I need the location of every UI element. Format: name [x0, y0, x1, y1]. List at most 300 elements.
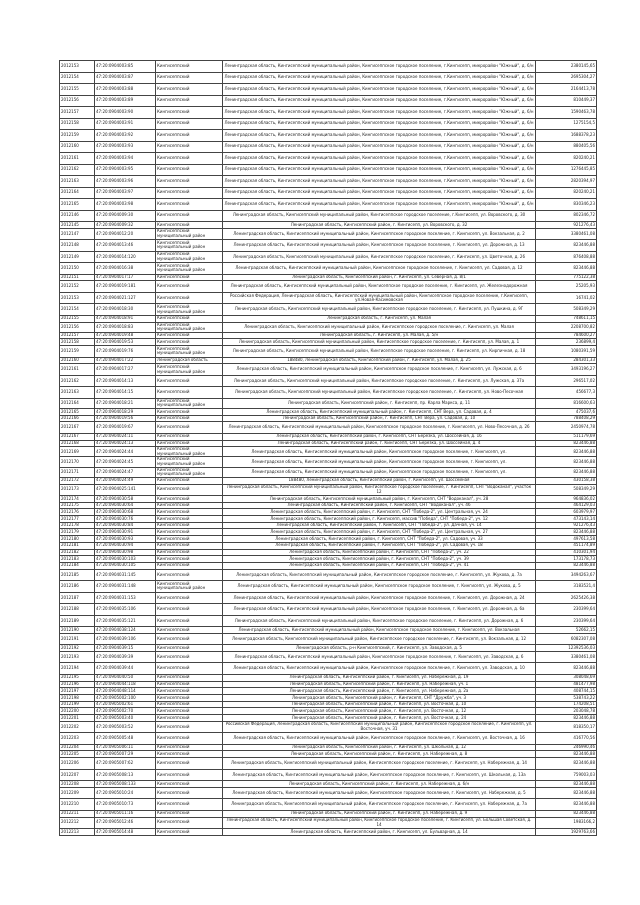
- cadastral-value: 820240,21: [536, 153, 597, 165]
- cadastral-number: 47:20:0904003:97: [95, 187, 156, 199]
- cadastral-number: 47:20:0905003:52: [95, 721, 156, 733]
- cadastral-number: 47:20:0904030:58: [95, 496, 156, 503]
- cadastral-number: 47:20:0904003:88: [95, 84, 156, 96]
- row-number: 2012174: [60, 496, 95, 503]
- cadastral-value: 823446,88: [536, 751, 597, 758]
- municipality: Кингисеппский: [156, 496, 223, 503]
- cadastral-value: 748611,15: [536, 315, 597, 322]
- row-number: 2012153: [60, 61, 95, 73]
- cadastral-number: 47:20:0904030:94: [95, 542, 156, 549]
- cadastral-value: 603979,97: [536, 509, 597, 516]
- table-row: [60, 322, 597, 332]
- table-row: [60, 141, 597, 153]
- row-number: 2012187: [60, 592, 95, 604]
- cadastral-number: 47:20:0904003:87: [95, 72, 156, 84]
- table-row: [60, 615, 597, 627]
- table-row: [60, 496, 597, 503]
- municipality: Кингисеппский: [156, 153, 223, 165]
- address: Российская Федерация, Ленинградская область, Кингисеппский муниципальный район, Кингисеппское городское поселение, г.Кингисепп, ул.Новая-Касимовская: [223, 292, 536, 304]
- address: Ленинградская область, Кингисеппский муниципальный район, Кингисеппское городское поселение, г. Кингисепп, ул. Дорожная, д. 13: [223, 240, 536, 252]
- row-number: 2012181: [60, 542, 95, 549]
- municipality: Кингисеппский: [156, 61, 223, 73]
- address: Ленинградская область, Кингисеппский муниципальный район, Кингисеппское городское поселение, г. Кингисепп, ул. Набережная, д. 5: [223, 787, 536, 799]
- row-number: 2012211: [60, 810, 95, 817]
- cadastral-number: 47:20:0905010:24: [95, 787, 156, 799]
- address: Ленинградская область, Кингисеппский район, г. Кингисепп, ул. Школьная, д. 12: [223, 744, 536, 751]
- municipality: Кингисеппский: [156, 810, 223, 817]
- cadastral-number: 47:20:0904024:44: [95, 447, 156, 457]
- address: Ленинградская область, Кингисеппский район, г. Кингисепп, ул. Восточная, д. 12: [223, 708, 536, 715]
- municipality: Кингисеппский: [156, 708, 223, 715]
- municipality: Кингисеппский муниципальный район: [156, 322, 223, 332]
- address: Ленинградская область, Кингисеппский муниципальный район, Кингисеппское городское поселение, г. Кингисепп, ул.: [223, 467, 536, 477]
- table-row: [60, 758, 597, 770]
- row-number: 2012208: [60, 781, 95, 788]
- municipality: Кингисеппский: [156, 663, 223, 675]
- cadastral-value: 475037,6: [536, 409, 597, 416]
- cadastral-value: 25205,93: [536, 281, 597, 293]
- cadastral-value: 921276,43: [536, 522, 597, 529]
- row-number: 2012172: [60, 477, 95, 484]
- row-number: 2012209: [60, 787, 95, 799]
- row-number: 2012199: [60, 701, 95, 708]
- cadastral-number: 47:20:0905011:16: [95, 810, 156, 817]
- table-row: [60, 477, 597, 484]
- cadastral-value: 823446,88: [536, 440, 597, 447]
- table-row: [60, 304, 597, 316]
- cadastral-number: 47:20:0904018:91: [95, 315, 156, 322]
- cadastral-value: 3380461,08: [536, 228, 597, 240]
- table-row: [60, 457, 597, 467]
- municipality: Кингисеппский: [156, 651, 223, 663]
- cadastral-value: 456677,3: [536, 387, 597, 399]
- cadastral-number: 47:20:0905003:40: [95, 715, 156, 722]
- table-row: [60, 581, 597, 593]
- municipality: Кингисеппский: [156, 422, 223, 434]
- row-number: 2012178: [60, 522, 95, 529]
- municipality: Кингисеппский: [156, 509, 223, 516]
- municipality: Кингисеппский: [156, 769, 223, 781]
- table-row: [60, 292, 597, 304]
- municipality: Кингисеппский: [156, 477, 223, 484]
- property-register-table: [59, 60, 597, 836]
- address: Ленинградская область, Кингисеппский муниципальный район, Кингисеппское городское поселение, г.Кингисепп, микрорайон "Южный", д. 6/н: [223, 141, 536, 153]
- address: Ленинградская область, Кингисеппский муниципальный район, Кингисеппское городское поселение, г.Кингисепп, микрорайон "Южный", д. 6/н: [223, 164, 536, 176]
- municipality: Кингисеппский: [156, 604, 223, 616]
- municipality: Кингисеппский: [156, 645, 223, 652]
- row-number: 2012162: [60, 375, 95, 387]
- cadastral-number: 47:20:0904030:103: [95, 556, 156, 563]
- cadastral-value: 473143,14: [536, 516, 597, 523]
- table-row: [60, 769, 597, 781]
- row-number: 2012159: [60, 130, 95, 142]
- municipality: Кингисеппский: [156, 72, 223, 84]
- cadastral-value: 964836,02: [536, 496, 597, 503]
- municipality: Кингисеппский: [156, 536, 223, 543]
- table-row: [60, 529, 597, 536]
- address: Ленинградская область, Кингисеппский муниципальный район, Кингисеппское городское поселение, г.Кингисепп, микрорайон "Южный", д. 6/н: [223, 61, 536, 73]
- address: Ленинградская область, Кингисеппский муниципальный район, Кингисеппское городское поселение, г. Кингисепп, ул. Кирпичная, д. 18: [223, 346, 536, 358]
- municipality: Кингисеппский: [156, 817, 223, 829]
- municipality: Кингисеппский: [156, 733, 223, 745]
- cadastral-number: 47:20:0904018:83: [95, 322, 156, 332]
- table-row: [60, 522, 597, 529]
- address: Ленинградская область, Кингисеппский муниципальный район, Кингисеппское городское поселение, г. Кингисепп, ул. Дорожная, д. 6: [223, 615, 536, 627]
- table-row: [60, 187, 597, 199]
- cadastral-value: 823446,88: [536, 663, 597, 675]
- row-number: 2012183: [60, 556, 95, 563]
- cadastral-value: 830346,23: [536, 199, 597, 211]
- cadastral-number: 47:20:0904030:93: [95, 536, 156, 543]
- address: Ленинградская область, Кингисеппский район, г. Кингисепп, СНТ "Победа-2", уч. 39: [223, 556, 536, 563]
- row-number: 2012152: [60, 281, 95, 293]
- municipality: Кингисеппский муниципальный район: [156, 240, 223, 252]
- cadastral-number: 47:20:0904024:49: [95, 477, 156, 484]
- cadastral-value: 230399,64: [536, 615, 597, 627]
- cadastral-number: 47:20:0904003:92: [95, 130, 156, 142]
- municipality: Кингисеппский: [156, 130, 223, 142]
- table-row: [60, 176, 597, 188]
- table-row: [60, 107, 597, 119]
- cadastral-value: 430158,38: [536, 477, 597, 484]
- cadastral-number: 47:20:0904024:13: [95, 440, 156, 447]
- municipality: Кингисеппский: [156, 695, 223, 702]
- row-number: 2012167: [60, 422, 95, 434]
- table-row: [60, 549, 597, 556]
- address: Ленинградская область, Кингисеппский район, г. Кингисепп, СНТ Березка, ул. Шоссейная, д. 4: [223, 440, 536, 447]
- address: Ленинградская область, Кингисеппский район, г. Кингисепп, ул. Восточная, д. 24: [223, 715, 536, 722]
- cadastral-number: 47:20:0904003:93: [95, 141, 156, 153]
- address: 188480, Ленинградская область, Кингисеппский район, г. Кингисепп, ул. Малая, д. 25: [223, 357, 536, 364]
- row-number: 2012207: [60, 769, 95, 781]
- cadastral-number: 47:20:0904039:44: [95, 663, 156, 675]
- cadastral-number: 47:20:0904003:85: [95, 61, 156, 73]
- table-row: [60, 433, 597, 440]
- cadastral-value: 1275154,5: [536, 118, 597, 130]
- cadastral-number: 47:20:0904030:68: [95, 509, 156, 516]
- row-number: 2012196: [60, 681, 95, 688]
- address: Ленинградская область, Кингисеппский муниципальный район, Кингисеппское городское поселение, г. Кингисепп, ул. Заводская, д. 6: [223, 651, 536, 663]
- municipality: Кингисеппский: [156, 164, 223, 176]
- municipality: Кингисеппский: [156, 107, 223, 119]
- cadastral-number: 47:20:0904017:27: [95, 364, 156, 376]
- municipality: Кингисеппский: [156, 433, 223, 440]
- cadastral-value: 174208,51: [536, 701, 597, 708]
- cadastral-value: 6082307,08: [536, 633, 597, 645]
- municipality: Кингисеппский: [156, 758, 223, 770]
- table-row: [60, 536, 597, 543]
- cadastral-number: 47:20:0904003:89: [95, 95, 156, 107]
- row-number: 2012206: [60, 758, 95, 770]
- municipality: Кингисеппский: [156, 615, 223, 627]
- address: Ленинградская область, Кингисеппский муниципальный район, Кингисеппское городское поселение, г. Кингисепп, ул. Садовая, д. 12: [223, 263, 536, 275]
- row-number: 2012198: [60, 695, 95, 702]
- table-row: [60, 484, 597, 496]
- cadastral-number: 47:20:0905006:11: [95, 744, 156, 751]
- cadastral-value: 2380145,65: [536, 61, 597, 73]
- table-row: [60, 315, 597, 322]
- municipality: Кингисеппский: [156, 187, 223, 199]
- municipality: Кингисеппский: [156, 549, 223, 556]
- row-number: 2012159: [60, 346, 95, 358]
- table-row: [60, 153, 597, 165]
- municipality: Кингисеппский: [156, 118, 223, 130]
- cadastral-value: 823446,88: [536, 467, 597, 477]
- table-row: [60, 592, 597, 604]
- cadastral-value: 823446,88: [536, 263, 597, 275]
- cadastral-value: 823446,88: [536, 787, 597, 799]
- cadastral-number: 47:20:0905010:73: [95, 799, 156, 811]
- address: Ленинградская область, Кингисеппский район, г. Кингисепп, ул. Набережная, уч. 1: [223, 681, 536, 688]
- cadastral-value: 816600,63: [536, 398, 597, 408]
- address: Ленинградская область, Кингисеппский муниципальный район, Кингисеппское городское поселение, г. Кингисепп, ул. Ново-Песочная, д. 26: [223, 422, 536, 434]
- address: Ленинградская область, Кингисеппский район, г. Кингисепп, СНТ "Дружба", уч. 3: [223, 695, 536, 702]
- row-number: 2012155: [60, 315, 95, 322]
- address: Ленинградская область, Кингисеппский муниципальный район, Кингисеппское городское поселение, г. Кингисепп, ул. Ново-Песочная: [223, 387, 536, 399]
- municipality: Кингисеппский: [156, 715, 223, 722]
- row-number: 2012167: [60, 433, 95, 440]
- cadastral-number: 47:20:0904012:20: [95, 228, 156, 240]
- cadastral-number: 47:20:0904021:127: [95, 292, 156, 304]
- cadastral-number: 47:20:0904044:118: [95, 681, 156, 688]
- municipality: Кингисеппский: [156, 787, 223, 799]
- cadastral-number: 47:20:0904003:91: [95, 118, 156, 130]
- row-number: 2012164: [60, 398, 95, 408]
- table-row: [60, 240, 597, 252]
- cadastral-value: 1688378,23: [536, 130, 597, 142]
- row-number: 2012149: [60, 251, 95, 263]
- cadastral-value: 508349,29: [536, 304, 597, 316]
- table-row: [60, 281, 597, 293]
- address: Ленинградская область, Кингисеппский муниципальный район, Кингисеппское городское поселение, г. Кингисепп, ул. Пушкина, д. 9Г: [223, 304, 536, 316]
- cadastral-number: 47:20:0904013:46: [95, 240, 156, 252]
- address: Ленинградская область, Кингисеппский муниципальный район, Кингисеппское городское поселение, г. Кингисепп, ул. Жукова, д. 7а: [223, 569, 536, 581]
- cadastral-value: 823446,88: [536, 562, 597, 569]
- table-row: [60, 164, 597, 176]
- cadastral-value: 12392536,03: [536, 645, 597, 652]
- cadastral-number: 47:20:0904030:91: [95, 529, 156, 536]
- cadastral-number: 47:20:0904035:106: [95, 604, 156, 616]
- cadastral-value: 823446,88: [536, 457, 597, 467]
- address: Ленинградская область, Кингисеппский район, г. Кингисепп, СНТ "Водоканал", уч. 46: [223, 502, 536, 509]
- municipality: Кингисеппский муниципальный район: [156, 447, 223, 457]
- municipality: Кингисеппский муниципальный район: [156, 581, 223, 593]
- cadastral-number: 47:20:0904024:45: [95, 457, 156, 467]
- row-number: 2012156: [60, 322, 95, 332]
- address: Ленинградская область, Кингисеппский муниципальный район, Кингисеппское городское поселение, г. Кингисепп, СНТ "Водоканал", участок 12: [223, 484, 536, 496]
- table-row: [60, 130, 597, 142]
- municipality: Кингисеппский: [156, 387, 223, 399]
- table-row: [60, 829, 597, 836]
- address: Ленинградская область, Кингисеппский район, г. Кингисепп, ул. Северная, д. 8/1: [223, 274, 536, 281]
- row-number: 2012150: [60, 263, 95, 275]
- row-number: 2012186: [60, 581, 95, 593]
- municipality: Кингисеппский муниципальный район: [156, 398, 223, 408]
- cadastral-value: 296517,02: [536, 375, 597, 387]
- row-number: 2012147: [60, 228, 95, 240]
- table-row: [60, 415, 597, 422]
- cadastral-number: 47:20:0904018:29: [95, 409, 156, 416]
- row-number: 2012162: [60, 164, 95, 176]
- table-row: [60, 562, 597, 569]
- cadastral-number: 47:20:0905007:62: [95, 758, 156, 770]
- table-row: [60, 263, 597, 275]
- municipality: Кингисеппский: [156, 674, 223, 681]
- table-row: [60, 398, 597, 408]
- cadastral-value: 759003,03: [536, 769, 597, 781]
- address: Ленинградская область, Кингисеппский район, г. Кингисепп, СНТ Березка, ул. Шоссейная, д. 16: [223, 433, 536, 440]
- cadastral-number: 47:20:0904003:96: [95, 176, 156, 188]
- municipality: Кингисеппский: [156, 688, 223, 695]
- table-row: [60, 84, 597, 96]
- address: Ленинградская область, Кингисеппский муниципальный район, Кингисеппское городское поселение, г. Кингисепп, ул. Набережная, д. 14: [223, 758, 536, 770]
- cadastral-value: 802346,72: [536, 210, 597, 222]
- table-row: [60, 364, 597, 376]
- municipality: Кингисеппский муниципальный район: [156, 251, 223, 263]
- cadastral-value: 481477,98: [536, 681, 597, 688]
- table-row: [60, 228, 597, 240]
- cadastral-number: 47:20:0905002:100: [95, 695, 156, 702]
- table-row: [60, 516, 597, 523]
- address: Ленинградская область, Кингисеппский муниципальный район, Кингисеппское городское поселение, г. Кингисепп, ул. Лужская, д. 6: [223, 364, 536, 376]
- cadastral-number: 47:20:0904024:47: [95, 467, 156, 477]
- municipality: Кингисеппский: [156, 339, 223, 346]
- address: Ленинградская область, Кингисеппский район, г. Кингисепп, ул. Восточная, д. 10: [223, 701, 536, 708]
- row-number: 2012191: [60, 633, 95, 645]
- cadastral-value: 1983166,2: [536, 817, 597, 829]
- cadastral-value: 464129,03: [536, 502, 597, 509]
- table-row: [60, 118, 597, 130]
- cadastral-number: 47:20:0904018:30: [95, 304, 156, 316]
- row-number: 2012163: [60, 176, 95, 188]
- cadastral-number: 47:20:0904003:98: [95, 199, 156, 211]
- cadastral-number: 47:20:0904019:53: [95, 339, 156, 346]
- row-number: 2012157: [60, 107, 95, 119]
- row-number: 2012204: [60, 744, 95, 751]
- cadastral-value: 408744,15: [536, 688, 597, 695]
- row-number: 2012163: [60, 387, 95, 399]
- municipality: Кингисеппский: [156, 781, 223, 788]
- row-number: 2012148: [60, 240, 95, 252]
- cadastral-number: 47:20:0904019:181: [95, 281, 156, 293]
- cadastral-number: 47:20:0904030:84: [95, 522, 156, 529]
- address: Ленинградская область, Кингисеппский район, г. Кингисепп, массив "Победа", СНТ "Победа-2", уч. 12: [223, 516, 536, 523]
- municipality: Кингисеппский муниципальный район: [156, 346, 223, 358]
- row-number: 2012168: [60, 440, 95, 447]
- row-number: 2012205: [60, 751, 95, 758]
- row-number: 2012203: [60, 733, 95, 745]
- cadastral-value: 2625426,38: [536, 592, 597, 604]
- cadastral-value: 823446,88: [536, 810, 597, 817]
- cadastral-value: 511179,69: [536, 433, 597, 440]
- cadastral-number: 47:20:0904031:153: [95, 592, 156, 604]
- table-row: [60, 604, 597, 616]
- address: Ленинградская область, Кингисеппский район, г. Кингисепп, ул. Воровского, д. 32: [223, 222, 536, 229]
- table-row: [60, 61, 597, 73]
- cadastral-number: 47:20:0904030:64: [95, 502, 156, 509]
- row-number: 2012190: [60, 627, 95, 634]
- cadastral-number: 47:20:0904039:106: [95, 633, 156, 645]
- municipality: Кингисеппский: [156, 222, 223, 229]
- municipality: Кингисеппский: [156, 281, 223, 293]
- cadastral-value: 451174,89: [536, 542, 597, 549]
- cadastral-number: 47:20:0904030:98: [95, 549, 156, 556]
- cadastral-value: 1929763,66: [536, 829, 597, 836]
- municipality: Кингисеппский: [156, 721, 223, 733]
- table-row: [60, 751, 597, 758]
- cadastral-number: 47:20:0905008:133: [95, 781, 156, 788]
- municipality: Кингисеппский: [156, 440, 223, 447]
- address: Ленинградская область, Кингисеппский район, г. Кингисепп, ул. Набережная, д. 19: [223, 674, 536, 681]
- table-row: [60, 663, 597, 675]
- address: Ленинградская область, Кингисеппский муниципальный район, Кингисеппское городское поселение, г. Кингисепп, ул. Цветочная, д. 26: [223, 251, 536, 263]
- cadastral-value: 880405,56: [536, 141, 597, 153]
- address: Ленинградская область, Кингисеппский район, г. Кингисепп, СНТ "Победа-2", уч. 22: [223, 549, 536, 556]
- cadastral-number: 47:20:0904003:90: [95, 107, 156, 119]
- row-number: 2012185: [60, 569, 95, 581]
- cadastral-value: 823446,88: [536, 240, 597, 252]
- address: Ленинградская область, Кингисеппский муниципальный район, Кингисеппское городское поселение, г.Кингисепп, микрорайон "Южный", д. 6/н: [223, 153, 536, 165]
- address: Ленинградская область, Кингисеппский район, г. Кингисепп, ул. Бульварная, д. 14: [223, 829, 536, 836]
- address: Ленинградская область, Кингисеппский муниципальный район, Кингисеппское городское поселение, г. Кингисепп, ул. Большая Советская, д. 14: [223, 817, 536, 829]
- table-row: [60, 375, 597, 387]
- municipality: Кингисеппский: [156, 274, 223, 281]
- row-number: 2012155: [60, 84, 95, 96]
- row-number: 2012173: [60, 484, 95, 496]
- cadastral-value: 16741,02: [536, 292, 597, 304]
- table-row: [60, 681, 597, 688]
- address: Ленинградская область, Кингисеппский муниципальный район, Кингисеппское городское поселение, г. Кингисепп, ул. Дорожная, д. 6а: [223, 604, 536, 616]
- row-number: 2012165: [60, 199, 95, 211]
- address: Ленинградская область, Кингисеппский муниципальный район, Кингисеппское городское поселение, г. Кингисепп, ул. Школьная, д. 13а: [223, 769, 536, 781]
- address: Ленинградская область, Кингисеппский муниципальный район, Кингисеппское городское поселение, г. Кингисепп, ул.: [223, 457, 536, 467]
- address: Ленинградская область, Кингисеппский муниципальный район, Кингисеппское городское поселение, г.Кингисепп, микрорайон "Южный", д. 6/н: [223, 176, 536, 188]
- cadastral-value: 3494263,67: [536, 569, 597, 581]
- row-number: 2012195: [60, 674, 95, 681]
- table-row: [60, 744, 597, 751]
- cadastral-number: 47:20:0905002:70: [95, 708, 156, 715]
- cadastral-number: 47:20:0904025:141: [95, 484, 156, 496]
- cadastral-value: 1590463,78: [536, 107, 597, 119]
- table-row: [60, 817, 597, 829]
- cadastral-value: 2164413,78: [536, 84, 597, 96]
- cadastral-number: 47:20:0904030:105: [95, 562, 156, 569]
- cadastral-value: 2208700,82: [536, 322, 597, 332]
- cadastral-number: 47:20:0905012:46: [95, 817, 156, 829]
- row-number: 2012188: [60, 604, 95, 616]
- row-number: 2012151: [60, 274, 95, 281]
- municipality: Кингисеппский: [156, 569, 223, 581]
- address: Ленинградская область, Кингисеппский муниципальный район, Кингисеппское городское поселение, г.Кингисепп, микрорайон "Южный", д. 6/н: [223, 95, 536, 107]
- table-row: [60, 440, 597, 447]
- address: Ленинградская область, Кингисеппский муниципальный район, Кингисеппское городское поселение, г. Кингисепп, ул. Железнодорожная: [223, 281, 536, 293]
- table-row: [60, 199, 597, 211]
- cadastral-number: 47:20:0905007:29: [95, 751, 156, 758]
- row-number: 2012201: [60, 715, 95, 722]
- address: Ленинградская область, Кингисеппский район, г. Кингисепп, СНТ "Победа-2", ул. Дачная, уч. 14: [223, 522, 536, 529]
- address: Ленинградская область, Кингисеппский муниципальный район, г. Кингисепп, СНТ Вера, ул. Садовая, д. 4: [223, 409, 536, 416]
- table-row: [60, 509, 597, 516]
- row-number: 2012192: [60, 645, 95, 652]
- table-row: [60, 210, 597, 222]
- municipality: Кингисеппский: [156, 199, 223, 211]
- address: Ленинградская область, Кингисеппский муниципальный район, Кингисеппское городское поселение, г.Кингисепп, микрорайон "Южный", д. 6/н: [223, 72, 536, 84]
- address: Ленинградская область, Кингисеппский муниципальный район, Кингисеппское городское поселение, г. Кингисепп, ул. Вокзальная, д. 12: [223, 633, 536, 645]
- cadastral-value: 284301,33: [536, 357, 597, 364]
- municipality: Кингисеппский муниципальный район: [156, 467, 223, 477]
- address: Ленинградская область, Кингисеппский муниципальный район, Кингисеппское городское поселение, г.Кингисепп, микрорайон "Южный", д. 6/н: [223, 130, 536, 142]
- cadastral-value: 2820394,97: [536, 176, 597, 188]
